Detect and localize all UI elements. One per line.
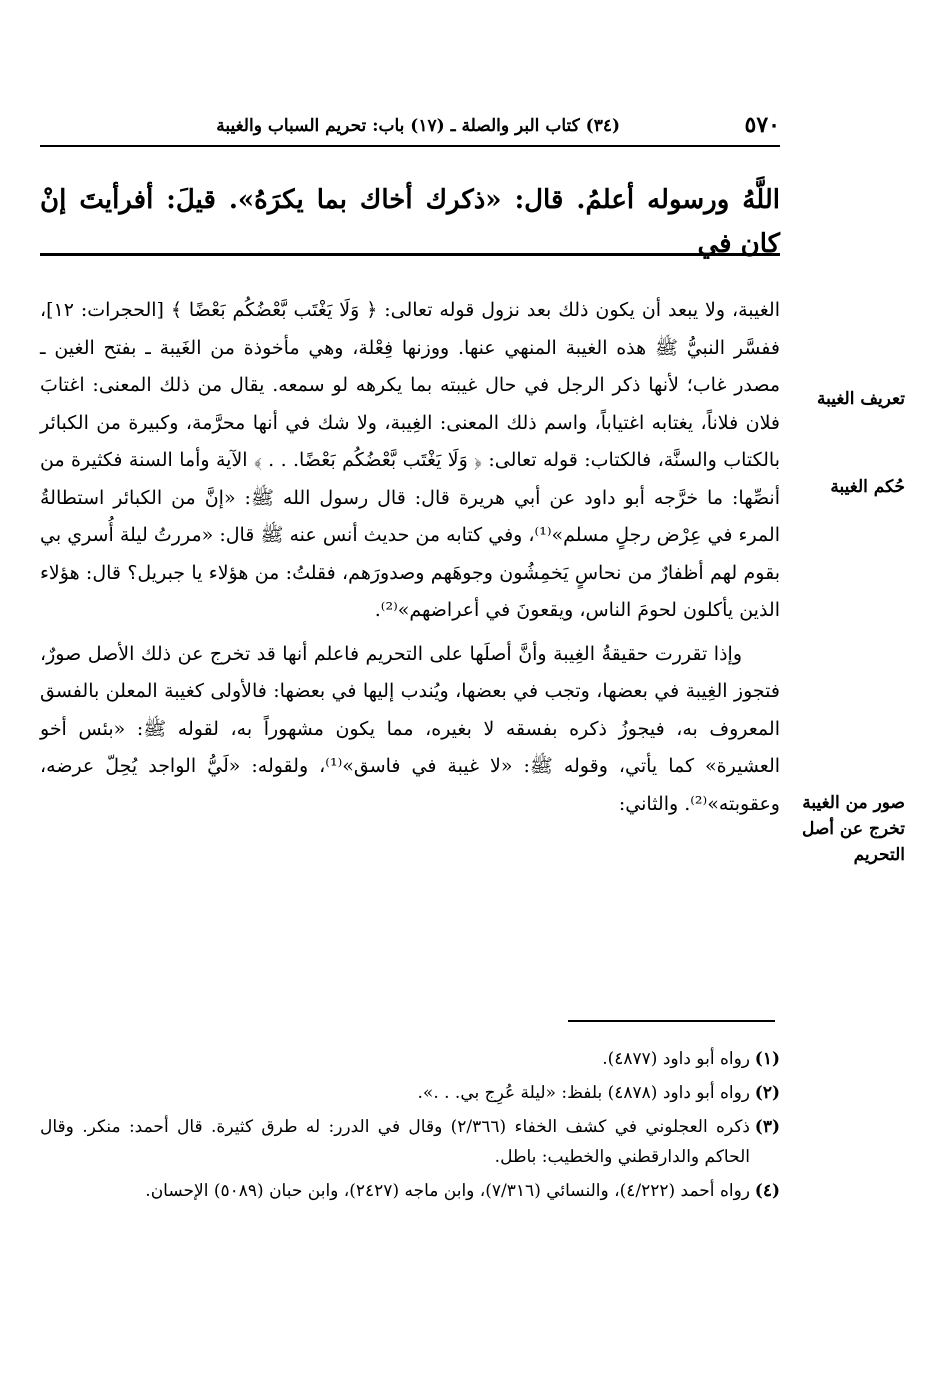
footnote-number: (١): [754, 1049, 780, 1069]
footnote: [40, 1176, 780, 1206]
footnote-text: رواه أبو داود (٤٨٧٧).: [602, 1049, 750, 1069]
section-divider: [40, 253, 780, 256]
footnote-number: (٤): [754, 1181, 780, 1201]
footnote-text: رواه أحمد (٤/٢٢٢)، والنسائي (٧/٣١٦)، وابن ماجه (٢٤٢٧)، وابن حبان (٥٠٨٩) الإحسان.: [145, 1181, 750, 1201]
footnote-text: ذكره العجلوني في كشف الخفاء (٢/٣٦٦) وقال في الدرر: له طرق كثيرة. قال أحمد: منكر. وقال الحاكم والدارقطني والخطيب: باطل.: [40, 1117, 751, 1167]
margin-note-exceptions: صور من الغيبة تخرج عن أصل التحريم: [801, 793, 905, 865]
footnote: [40, 1078, 780, 1108]
footnote-number: (٣): [754, 1117, 780, 1137]
page-header: [40, 110, 780, 142]
header-divider: [40, 145, 780, 147]
footnote-text: رواه أبو داود (٤٨٧٨) بلفظ: «ليلة عُرِج بي. . .».: [417, 1083, 750, 1103]
running-title: (٣٤) كتاب البر والصلة ـ (١٧) باب: تحريم السباب والغيبة: [216, 116, 620, 136]
commentary-paragraph: وإذا تقررت حقيقةُ الغِيبة وأنَّ أصلَها على التحريم فاعلم أنها قد تخرج عن ذلك الأصل صورٌ، فتجوز الغِيبة في بعضها، وتجب في بعضها، ويُندب إليها في بعضها: فالأولى كغيبة المعلن بالفسق المعروف به، فيجوزُ ذكره بفسقه لا بغيره، مما يكون مشهوراً به، لقوله ﷺ: «بئس أخو العشيرة» كما يأتي، وقوله ﷺ: «لا غيبة في فاسق»⁽¹⁾، ولقوله: «لَيُّ الواجد يُحِلّ عرضه، وعقوبته»⁽²⁾. والثاني:: [40, 642, 781, 815]
footnote: [40, 1044, 780, 1074]
page-number: ٥٧٠: [744, 112, 780, 138]
commentary-paragraph: الغيبة، ولا يبعد أن يكون ذلك بعد نزول قوله تعالى: ﴿ وَلَا يَغْتَب بَّعْضُكُم بَعْضًا ﴾ [الحجرات: ١٢]، ففسَّر النبيُّ ﷺ هذه الغيبة المنهي عنها. ووزنها فِعْلة، وهي مأخوذة من الغَيبة ـ بفتح الغين ـ مصدر غاب؛ لأنها ذكر الرجل في حال غيبته بما يكرهه لو سمعه. يقال من ذلك المعنى: اغتابَ فلان فلاناً، يغتابه اغتياباً، واسم ذلك المعنى: الغِيبة، ولا شك في أنها محرَّمة، وكبيرة من الكبائر بالكتاب والسنَّة، فالكتاب: قوله تعالى: ﴿ وَلَا يَغْتَب بَّعْضُكُم بَعْضًا. . . ﴾ الآية وأما السنة فكثيرة من أنصِّها: ما خرَّجه أبو داود عن أبي هريرة قال: قال رسول الله ﷺ: «إنَّ من الكبائر استطالةُ المرء في عِرْض رجلٍ مسلم»⁽¹⁾، وفي كتابه من حديث أنس عنه ﷺ قال: «مررتُ ليلة أُسري بي بقوم لهم أظفارٌ من نحاسٍ يَخمِشُون وجوهَهم وصدورَهم، فقلتُ: من هؤلاء يا جبريل؟ قال: هؤلاء الذين يأكلون لحومَ الناس، ويقعونَ في أعراضهم»⁽²⁾.: [40, 299, 780, 621]
footnote: [40, 1112, 780, 1172]
footnotes: [40, 1044, 780, 1210]
margin-note-ruling: حُكم الغيبة: [830, 477, 905, 497]
footnote-number: (٢): [754, 1083, 780, 1103]
commentary-body: [40, 292, 780, 823]
hadith-text: اللَّهُ ورسوله أعلمُ. قال: «ذكرك أخاك بما يكرَهُ». قيلَ: أفرأيتَ إنْ كان في: [40, 185, 780, 259]
margin-note-definition: تعريف الغيبة: [816, 389, 905, 409]
footnote-divider: [568, 1020, 775, 1022]
